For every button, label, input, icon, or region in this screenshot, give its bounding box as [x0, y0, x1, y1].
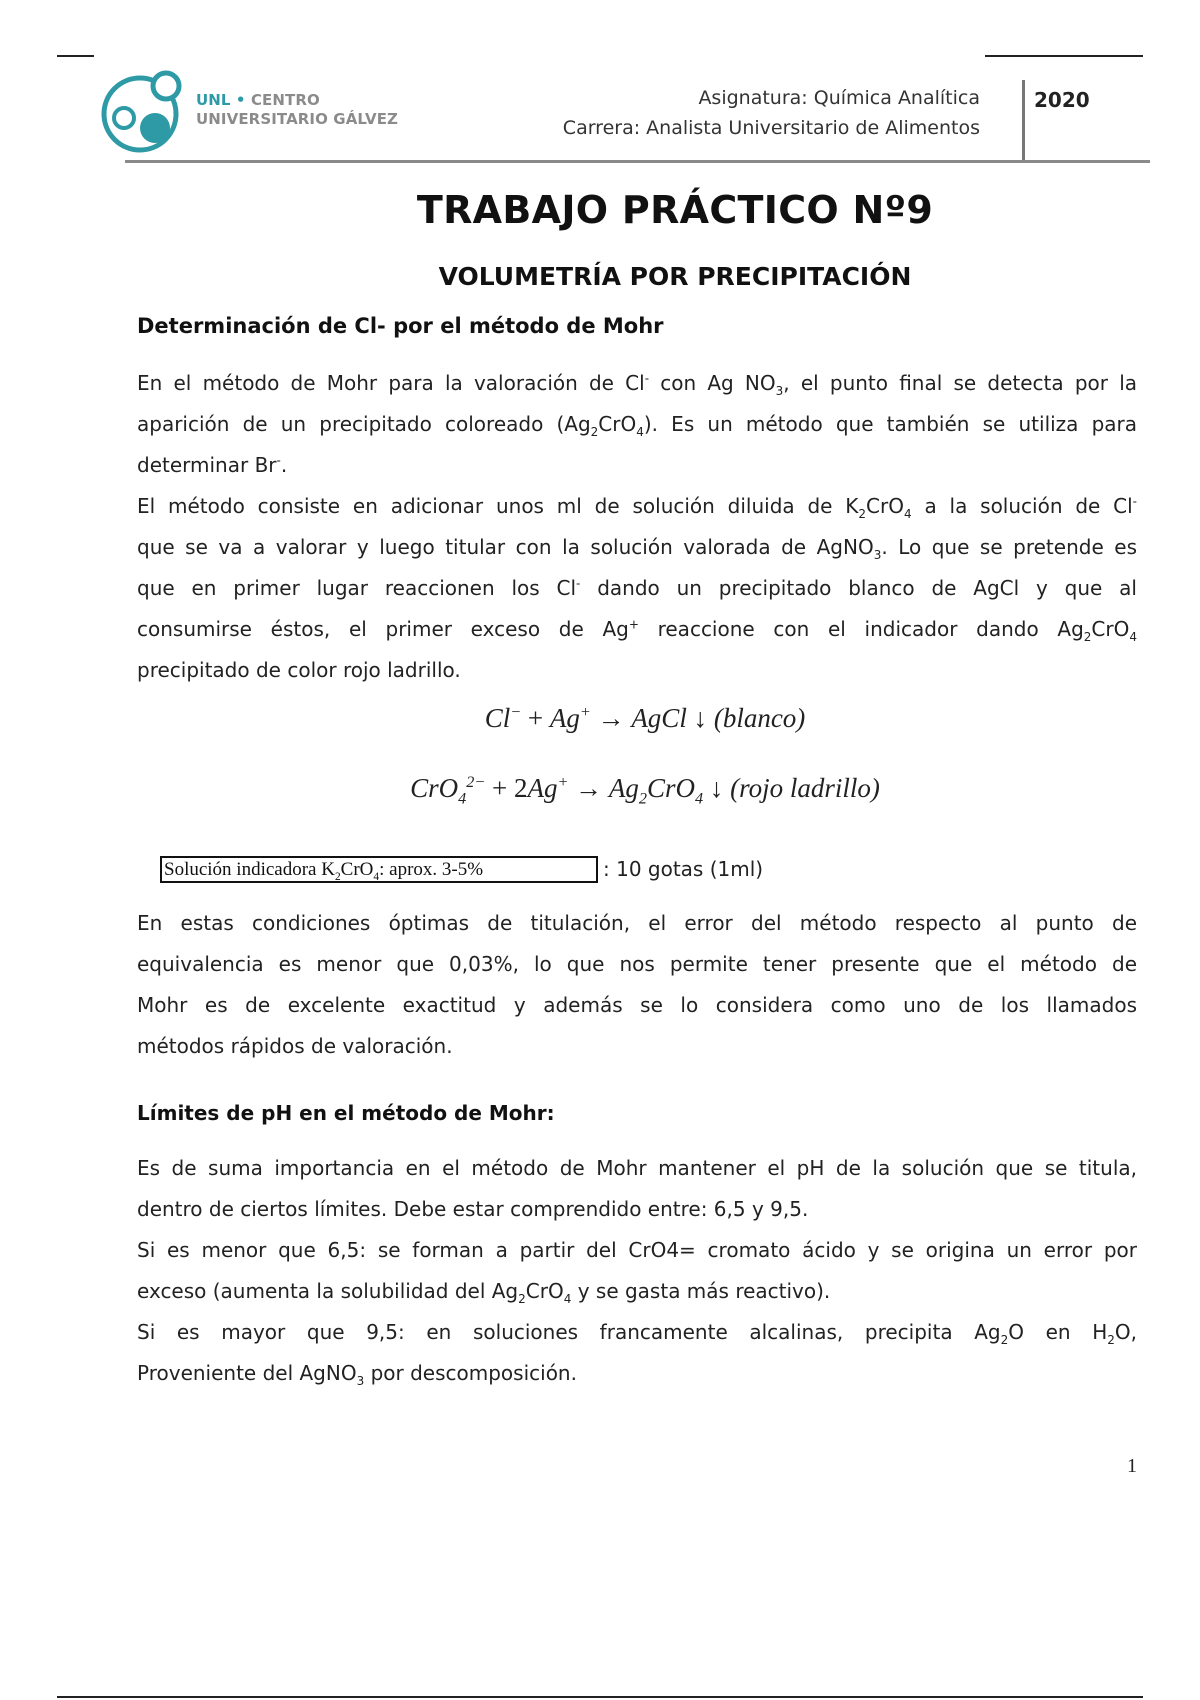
top-right-rule [985, 55, 1143, 57]
org-line1: CENTRO [250, 91, 320, 109]
page-title: TRABAJO PRÁCTICO Nº9 [416, 188, 934, 232]
page-number: 1 [1127, 1455, 1137, 1477]
text-line: Proveniente del AgNO$_3$ por descomposición. [137, 1361, 577, 1388]
text-line: Mohr es de excelente exactitud y además se lo considera como uno de los llamados [137, 993, 1137, 1017]
indicator-amount: : 10 gotas (1ml) [603, 857, 764, 881]
logo-top-ring [153, 73, 179, 99]
text-line: Es de suma importancia en el método de Mohr mantener el pH de la solución que se titula, [137, 1156, 1137, 1180]
paragraph-ph [137, 1148, 1137, 1394]
course-info [563, 83, 980, 143]
logo-small-ring [114, 108, 134, 128]
text-line: equivalencia es menor que 0,03%, lo que nos permite tener presente que el método de [137, 952, 1137, 976]
org-line2: UNIVERSITARIO GÁLVEZ [196, 110, 399, 128]
paragraph-error [137, 903, 1137, 1067]
text-line: dentro de ciertos límites. Debe estar comprendido entre: 6,5 y 9,5. [137, 1197, 809, 1221]
paragraph-intro [137, 363, 1137, 486]
text-line: El método consiste en adicionar unos ml de solución diluida de $K_2CrO_4$ a la solución de Cl- [137, 494, 1138, 521]
text-line: Si es mayor que 9,5: en soluciones francamente alcalinas, precipita $Ag_2O$ en $H_2O$, [137, 1320, 1137, 1347]
text-line: determinar Br-. [137, 453, 288, 477]
paragraph-method [137, 486, 1137, 691]
text-line: que se va a valorar y luego titular con la solución valorada de AgNO$_3$. Lo que se pretende es [137, 535, 1137, 562]
text-line: exceso (aumenta la solubilidad del $Ag_2CrO_4$ y se gasta más reactivo). [137, 1279, 831, 1306]
equation-chromate: $CrO_4^{2-} + 2Ag^+ \to Ag_2CrO_4$ ↓ (rojo ladrillo) [410, 773, 880, 808]
indicator-solution-box: Solución indicadora $K_2CrO_4$: aprox. 3-5% [160, 856, 598, 883]
career-label: Carrera: Analista Universitario de Alimentos [562, 117, 980, 139]
text-line: consumirse éstos, el primer exceso de Ag+ reaccione con el indicador dando $Ag_2CrO_4$ [137, 617, 1137, 644]
header-divider [1022, 80, 1025, 160]
section-heading-mohr: Determinación de Cl- por el método de Mohr [137, 314, 664, 338]
text-line: que en primer lugar reaccionen los Cl- dando un precipitado blanco de AgCl y que al [137, 576, 1137, 600]
text-line: aparición de un precipitado coloreado $(Ag_2CrO_4)$. Es un método que también se utiliza para [137, 412, 1138, 439]
text-line: métodos rápidos de valoración. [137, 1034, 453, 1058]
text-line: En el método de Mohr para la valoración de Cl- con Ag $NO_3$, el punto final se detecta por la [137, 371, 1138, 398]
bottom-rule [57, 1696, 1143, 1698]
equation-chloride: Cl− + Ag+ → AgCl ↓ (blanco) [484, 703, 806, 733]
section-heading-ph-limits: Límites de pH en el método de Mohr: [137, 1101, 555, 1125]
text-line: precipitado de color rojo ladrillo. [137, 658, 461, 682]
text-line: Si es menor que 6,5: se forman a partir del CrO4= cromato ácido y se origina un error por [137, 1238, 1137, 1262]
logo-filled-dot [140, 113, 170, 143]
text-line: En estas condiciones óptimas de titulación, el error del método respecto al punto de [137, 911, 1137, 935]
top-left-rule [57, 55, 94, 57]
organization-name [196, 91, 398, 129]
year-label: 2020 [1034, 88, 1090, 112]
org-separator: • [230, 91, 251, 109]
unl-logo-icon [100, 66, 190, 156]
org-prefix: UNL [196, 91, 231, 109]
subject-label: Asignatura: Química Analítica [698, 87, 980, 109]
header-rule [125, 160, 1150, 163]
page-subtitle: VOLUMETRÍA POR PRECIPITACIÓN [438, 262, 912, 291]
